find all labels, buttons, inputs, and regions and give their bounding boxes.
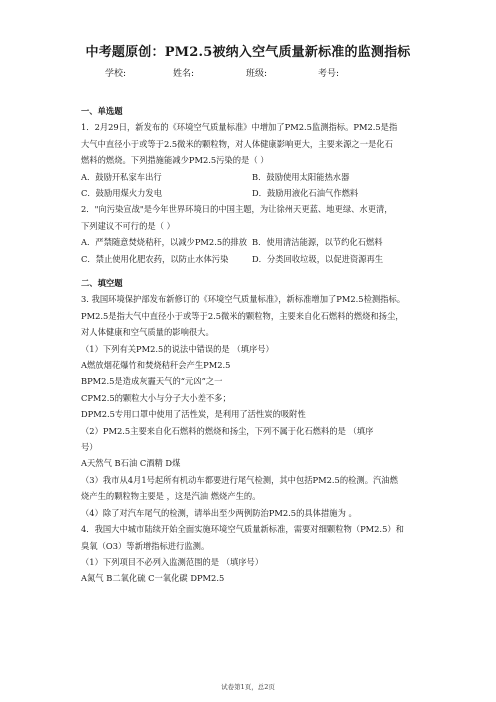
- question-3: [81, 291, 423, 521]
- option-b: B．鼓励使用太阳能热水器: [252, 171, 350, 182]
- question-1-options-cd: [81, 185, 423, 201]
- question-2-line: 2．"向污染宣战"是今年世界环境日的中国主题，为让徐州天更蓝、地更绿、水更清，: [81, 204, 393, 215]
- option-d: D．鼓励用液化石油气作燃料: [252, 188, 359, 199]
- question-3-line: （2）PM2.5主要来自化石燃料的燃烧和扬尘，下列不属于化石燃料的是 （填序: [81, 425, 374, 436]
- section-heading-fill-in: 二、填空题: [81, 278, 123, 288]
- question-3-line: CPM2.5的颗粒大小与分子大小差不多；: [81, 392, 231, 403]
- question-3-line: DPM2.5专用口罩中使用了活性炭，是利用了活性炭的吸附性: [81, 409, 306, 420]
- exam-body: [81, 103, 423, 587]
- question-3-line: A天然气 B石油 C酒精 D煤: [81, 458, 181, 469]
- school-field: 学校:: [105, 69, 127, 79]
- question-1-options-ab: [81, 169, 423, 185]
- question-4-line: 4．我国大中城市陆续开始全面实施环境空气质量新标准，需要对细颗粒物（PM2.5）和: [81, 524, 404, 535]
- question-1-line: 1．2月29日，新发布的《环境空气质量标准》中增加了PM2.5监测指标。PM2.5是指: [81, 122, 398, 133]
- question-3-line: （3）我市从4月1号起所有机动车都要进行尾气检测，其中包括PM2.5的检测。汽油燃: [81, 474, 398, 485]
- question-4: [81, 521, 423, 587]
- option-b: B．使用清洁能源，以节约化石燃料: [252, 237, 383, 248]
- section-heading-single-choice: 一、单选题: [81, 106, 123, 116]
- question-1-line: 大气中直径小于或等于2.5微米的颗粒物，对人体健康影响更大，主要来源之一是化石: [81, 138, 393, 149]
- question-3-line: 烧产生的颗粒物主要是 ，这是汽油 燃烧产生的。: [81, 491, 261, 502]
- question-4-line: A氮气 B二氧化硫 C一氧化碳 DPM2.5: [81, 573, 225, 584]
- question-2-line: 下列建议不可行的是（ ）: [81, 220, 175, 231]
- question-1-line: 燃料的燃烧。下列措施能减少PM2.5污染的是（ ）: [81, 155, 269, 166]
- question-2-options-cd: [81, 251, 423, 267]
- option-c: C．禁止使用化肥农药，以防止水体污染: [81, 253, 229, 264]
- question-3-line: 3. 我国环境保护部发布新修订的《环境空气质量标准》，新标准增加了PM2.5检测指标。: [81, 294, 406, 305]
- question-3-line: （4）除了对汽车尾气的检测，请举出至少两例防治PM2.5的具体措施为 。: [81, 507, 357, 518]
- name-field: 姓名:: [173, 69, 195, 79]
- option-a: A．鼓励开私家车出行: [81, 171, 162, 182]
- question-2: [81, 201, 423, 267]
- class-field: 班级:: [246, 69, 268, 79]
- option-d: D．分类回收垃圾，以促进资源再生: [252, 253, 384, 264]
- question-2-options-ab: [81, 234, 423, 250]
- question-3-line: A燃放烟花爆竹和焚烧秸秆会产生PM2.5: [81, 360, 231, 371]
- page-footer: 试卷第1页，总2页: [221, 683, 275, 691]
- question-3-line: BPM2.5是造成灰霾天气的“元凶”之一: [81, 376, 223, 387]
- question-1: [81, 119, 423, 201]
- question-3-line: PM2.5是指大气中直径小于或等于2.5微米的颗粒物，主要来自化石燃料的燃烧和扬尘，: [81, 310, 404, 321]
- question-4-line: （1）下列项目不必列入监测范围的是 （填序号）: [81, 556, 264, 567]
- question-3-line: 对人体健康和空气质量的影响很大。: [81, 327, 214, 338]
- option-c: C．鼓励用煤火力发电: [81, 188, 163, 199]
- question-4-line: 臭氧（O3）等新增指标进行监测。: [81, 540, 210, 551]
- question-3-line: 号）: [81, 442, 98, 453]
- number-field: 考号:: [318, 69, 340, 79]
- option-a: A．严禁随意焚烧秸秆，以减少PM2.5的排放: [81, 237, 248, 248]
- page-title: 中考题原创：PM2.5被纳入空气质量新标准的监测指标: [85, 45, 411, 60]
- question-3-line: （1）下列有关PM2.5的说法中错误的是 （填序号）: [81, 343, 274, 354]
